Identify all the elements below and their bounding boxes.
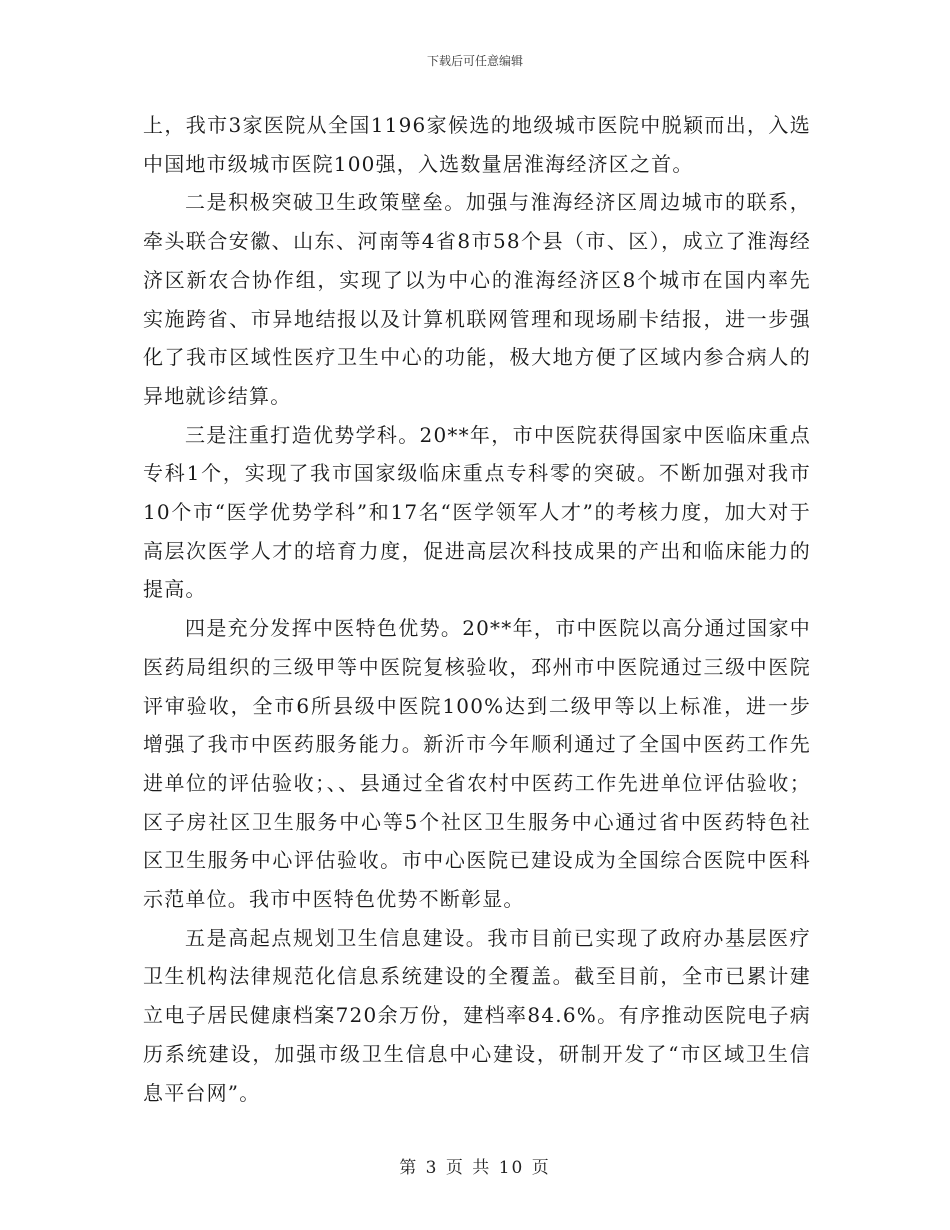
paragraph-policy-barriers: 二是积极突破卫生政策壁垒。加强与淮海经济区周边城市的联系，牵头联合安徽、山东、河南等4省8市58个县（市、区），成立了淮海经济区新农合协作组，实现了以为中心的淮海经济区8个城市在国内率先实施跨省、市异地结报以及计算机联网管理和现场刷卡结报，进一步强化了我市区域性医疗卫生中心的功能，极大地方便了区域内参合病人的异地就诊结算。 (143, 190, 811, 408)
page-header-note: 下载后可任意编辑 (426, 54, 523, 68)
paragraph-advantage-disciplines: 三是注重打造优势学科。20**年，市中医院获得国家中医临床重点专科1个，实现了我市国家级临床重点专科零的突破。不断加强对我市10个市“医学优势学科”和17名“医学领军人才”的考核力度，加大对于高层次医学人才的培育力度，促进高层次科技成果的产出和临床能力的提高。 (143, 422, 811, 602)
paragraph-health-informatization: 五是高起点规划卫生信息建设。我市目前已实现了政府办基层医疗卫生机构法律规范化信息系统建设的全覆盖。截至目前，全市已累计建立电子居民健康档案720余万份，建档率84.6%。有序推动医院电子病历系统建设，加强市级卫生信息中心建设，研制开发了“市区域卫生信息平台网”。 (143, 925, 811, 1105)
page-number-footer: 第 3 页 共 10 页 (399, 1158, 551, 1178)
paragraph-tcm-advantages: 四是充分发挥中医特色优势。20**年，市中医院以高分通过国家中医药局组织的三级甲等中医院复核验收，邳州市中医院通过三级中医院评审验收，全市6所县级中医院100%达到二级甲等以上标准，进一步增强了我市中医药服务能力。新沂市今年顺利通过了全国中医药工作先进单位的评估验收；、、县通过全省农村中医药工作先进单位评估验收；区子房社区卫生服务中心等5个社区卫生服务中心通过省中医药特色社区卫生服务中心评估验收。市中心医院已建设成为全国综合医院中医科示范单位。我市中医特色优势不断彰显。 (143, 616, 811, 912)
document-body (143, 106, 811, 1112)
paragraph-continuation: 上，我市3家医院从全国1196家候选的地级城市医院中脱颖而出，入选中国地市级城市医院100强，入选数量居淮海经济区之首。 (143, 113, 811, 176)
